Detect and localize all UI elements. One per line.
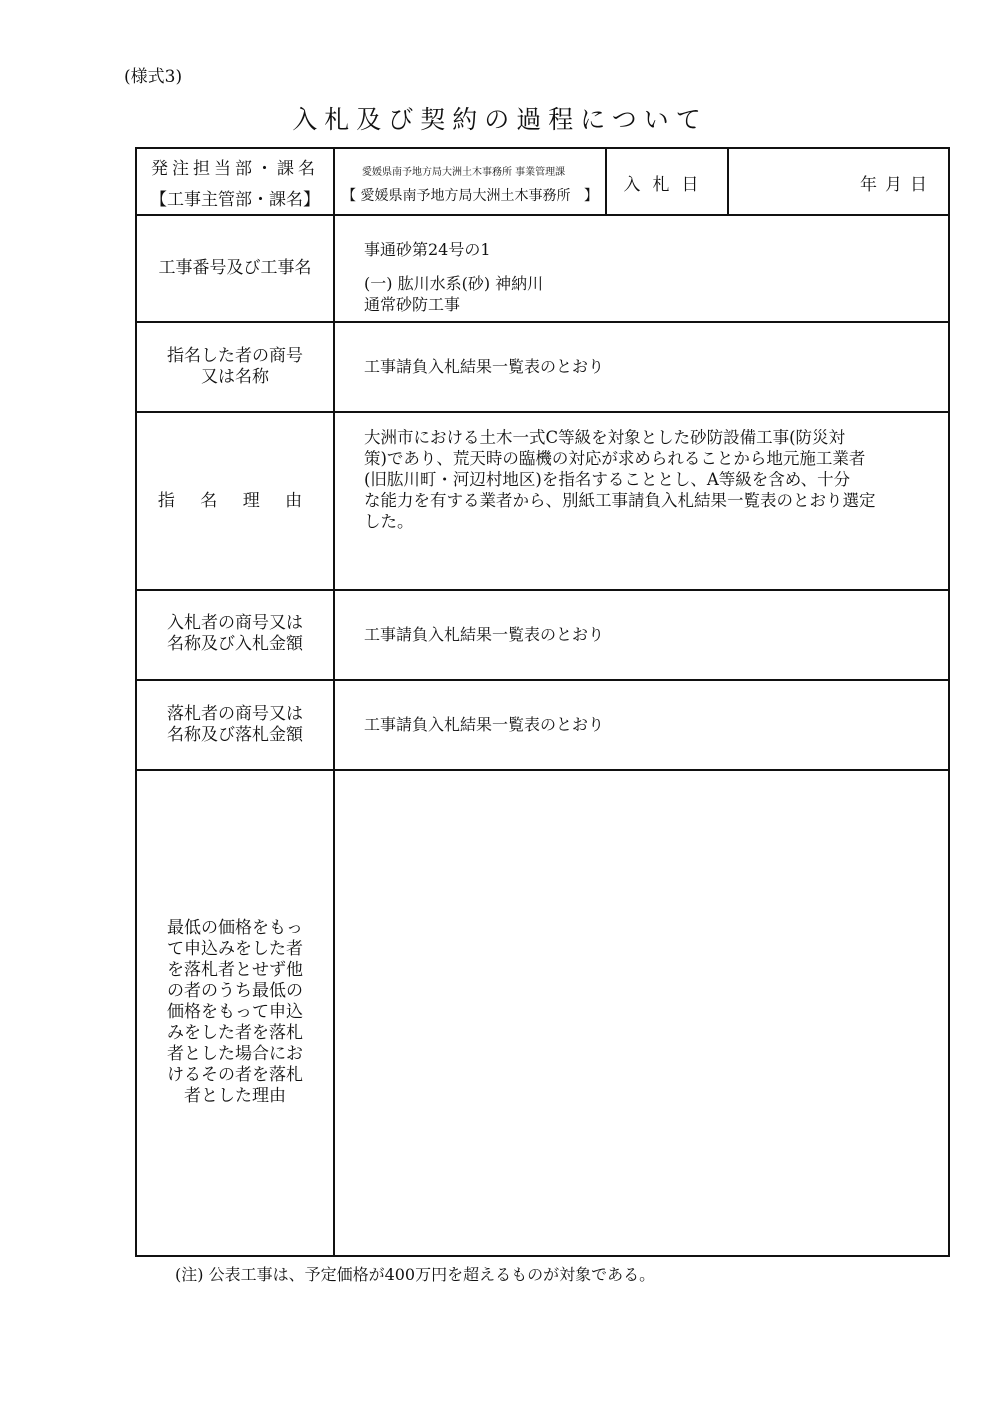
nonlowest-label-line: の者のうち最低の [167, 981, 303, 1001]
bid-date-value: 年月日 [860, 175, 935, 195]
row-divider [135, 589, 950, 591]
row-divider [135, 769, 950, 771]
winner-label-line2: 名称及び落札金額 [167, 725, 303, 745]
nonlowest-label-line: 者とした場合にお [167, 1044, 303, 1064]
dept-label: 発注担当部・課名 [151, 159, 319, 179]
reason-label: 指 名 理 由 [157, 490, 313, 511]
bracket-open: 【 [342, 188, 356, 204]
work-label: 工事番号及び工事名 [158, 258, 312, 278]
work-name-line1: (一) 肱川水系(砂) 神納川 [364, 274, 544, 293]
nominees-value: 工事請負入札結果一覧表のとおり [364, 357, 605, 376]
reason-line: (旧肱川町・河辺村地区)を指名することとし、A等級を含め、十分 [364, 470, 851, 489]
nonlowest-label [137, 918, 333, 1107]
ordering-dept-value: 愛媛県南予地方局大洲土木事務所 事業管理課 [362, 167, 566, 178]
reason-text [364, 427, 944, 532]
work-name-line2: 通常砂防工事 [364, 295, 461, 314]
column-divider [727, 147, 729, 215]
winner-label [137, 704, 333, 746]
bid-date-label: 入札日 [623, 175, 711, 195]
nominees-label-line2: 又は名称 [201, 367, 269, 387]
winner-value: 工事請負入札結果一覧表のとおり [364, 715, 605, 734]
bidders-label-line2: 名称及び入札金額 [167, 634, 303, 654]
nonlowest-label-line: 価格をもって申込 [167, 1002, 303, 1022]
row-divider [135, 321, 950, 323]
supervising-dept-label: 【工事主管部・課名】 [150, 190, 320, 210]
work-number: 事通砂第24号の1 [364, 240, 491, 259]
column-divider [333, 147, 335, 1257]
bidders-label-line1: 入札者の商号又は [167, 613, 303, 633]
reason-line: な能力を有する業者から、別紙工事請負入札結果一覧表のとおり選定 [364, 491, 876, 510]
nonlowest-label-line: みをした者を落札 [167, 1023, 303, 1043]
reason-line: 大洲市における土木一式C等級を対象とした砂防設備工事(防災対 [364, 428, 846, 447]
nonlowest-label-line: を落札者とせず他 [167, 960, 303, 980]
document-title: 入札及び契約の過程について [292, 105, 708, 134]
bidders-value: 工事請負入札結果一覧表のとおり [364, 625, 605, 644]
nominees-label-line1: 指名した者の商号 [167, 346, 303, 366]
supervising-dept-value [342, 185, 598, 205]
nonlowest-label-line: 者とした理由 [184, 1086, 286, 1106]
winner-label-line1: 落札者の商号又は [167, 704, 303, 724]
bidders-label [137, 613, 333, 655]
supervising-dept-name: 愛媛県南予地方局大洲土木事務所 [360, 188, 571, 204]
nonlowest-label-line: 最低の価格をもっ [167, 918, 303, 938]
footnote: (注) 公表工事は、予定価格が400万円を超えるものが対象である。 [175, 1265, 656, 1284]
nonlowest-label-line: て申込みをした者 [167, 939, 303, 959]
nominees-label [137, 346, 333, 388]
row-divider [135, 679, 950, 681]
reason-line: 策)であり、荒天時の臨機の対応が求められることから地元施工業者 [364, 449, 866, 468]
nonlowest-label-line: けるその者を落札 [167, 1065, 303, 1085]
reason-line: した。 [364, 512, 414, 531]
form-number: (様式3) [124, 67, 183, 87]
bracket-close: 】 [584, 188, 598, 204]
